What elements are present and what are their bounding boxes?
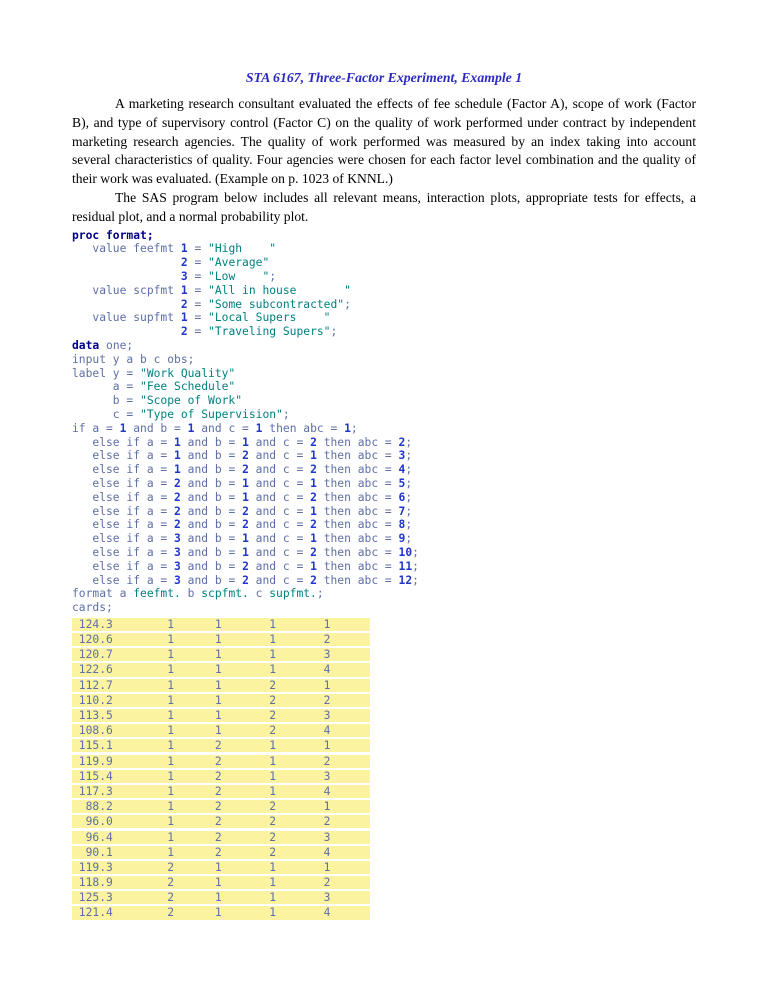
code-line: else if a = 1 and b = 2 and c = 2 then abc = 4; (72, 463, 413, 477)
data-row: 117.3 1 2 1 4 (72, 785, 370, 798)
code-line: label y = "Work Quality" (72, 366, 236, 380)
data-row: 96.0 1 2 2 2 (72, 815, 370, 828)
data-row: 112.7 1 1 2 1 (72, 679, 370, 692)
data-row: 96.4 1 2 2 3 (72, 831, 370, 844)
code-line: 2 = "Traveling Supers"; (180, 325, 338, 339)
code-line: else if a = 1 and b = 2 and c = 1 then abc = 3; (72, 449, 413, 463)
code-line: else if a = 2 and b = 2 and c = 1 then abc = 7; (72, 504, 413, 518)
data-row: 120.7 1 1 1 3 (72, 648, 370, 661)
code-line: value feefmt 1 = "High " (72, 242, 277, 256)
intro-paragraph: A marketing research consultant evaluated the effects of fee schedule (Factor A), scope of work (Factor B), and type of supervisory control (Factor C) on the quality of work performed under contract by independent marketing research agencies. The quality of work performed was measured by an index taking into account several characteristics of quality. Four agencies were chosen for each factor level combination and the quality of their work was evaluated. (Example on p. 1023 of KNNL.) (72, 96, 696, 187)
code-line: else if a = 3 and b = 1 and c = 1 then abc = 9; (72, 532, 413, 546)
data-table (72, 618, 696, 920)
code-line: else if a = 2 and b = 1 and c = 1 then abc = 5; (72, 476, 413, 490)
data-row: 119.3 2 1 1 1 (72, 861, 370, 874)
data-row: 108.6 1 1 2 4 (72, 724, 370, 737)
data-row: 120.6 1 1 1 2 (72, 633, 370, 646)
code-line: format a feefmt. b scpfmt. c supfmt.; (72, 587, 324, 601)
data-row: 90.1 1 2 2 4 (72, 846, 370, 859)
data-row: 122.6 1 1 1 4 (72, 663, 370, 676)
code-line: a = "Fee Schedule" (72, 380, 236, 394)
code-line: c = "Type of Supervision"; (72, 407, 290, 421)
code-line: else if a = 2 and b = 2 and c = 2 then abc = 8; (72, 518, 413, 532)
data-row: 125.3 2 1 1 3 (72, 891, 370, 904)
data-row: 121.4 2 1 1 4 (72, 906, 370, 919)
description-paragraph: The SAS program below includes all relevant means, interaction plots, appropriate tests for effects, a residual plot, and a normal probability plot. (72, 189, 696, 224)
code-line: else if a = 1 and b = 1 and c = 2 then abc = 2; (72, 435, 413, 449)
data-row: 88.2 1 2 2 1 (72, 800, 370, 813)
code-line: else if a = 2 and b = 1 and c = 2 then abc = 6; (72, 490, 413, 504)
data-row: 115.4 1 2 1 3 (72, 770, 370, 783)
code-line: else if a = 3 and b = 1 and c = 2 then abc = 10; (72, 545, 419, 559)
code-line: 2 = "Some subcontracted"; (180, 297, 351, 311)
data-row: 124.3 1 1 1 1 (72, 618, 370, 631)
code-line: 3 = "Low "; (180, 269, 277, 283)
code-line: cards; (72, 601, 113, 615)
code-line: input y a b c obs; (72, 352, 195, 366)
data-row: 110.2 1 1 2 2 (72, 694, 370, 707)
code-line: if a = 1 and b = 1 and c = 1 then abc = 1; (72, 421, 358, 435)
code-line: b = "Scope of Work" (72, 394, 243, 408)
code-line: value scpfmt 1 = "All in house " (72, 283, 351, 297)
code-line: value supfmt 1 = "Local Supers " (72, 311, 331, 325)
code-line: data one; (72, 338, 134, 352)
code-block (72, 229, 696, 615)
code-line: 2 = "Average" (180, 256, 270, 270)
code-line: proc format; (72, 228, 154, 242)
data-row: 115.1 1 2 1 1 (72, 739, 370, 752)
page-title: STA 6167, Three-Factor Experiment, Example 1 (245, 70, 523, 85)
data-row: 113.5 1 1 2 3 (72, 709, 370, 722)
data-row: 118.9 2 1 1 2 (72, 876, 370, 889)
code-line: else if a = 3 and b = 2 and c = 2 then abc = 12; (72, 573, 419, 587)
code-line: else if a = 3 and b = 2 and c = 1 then abc = 11; (72, 559, 419, 573)
data-row: 119.9 1 2 1 2 (72, 755, 370, 768)
